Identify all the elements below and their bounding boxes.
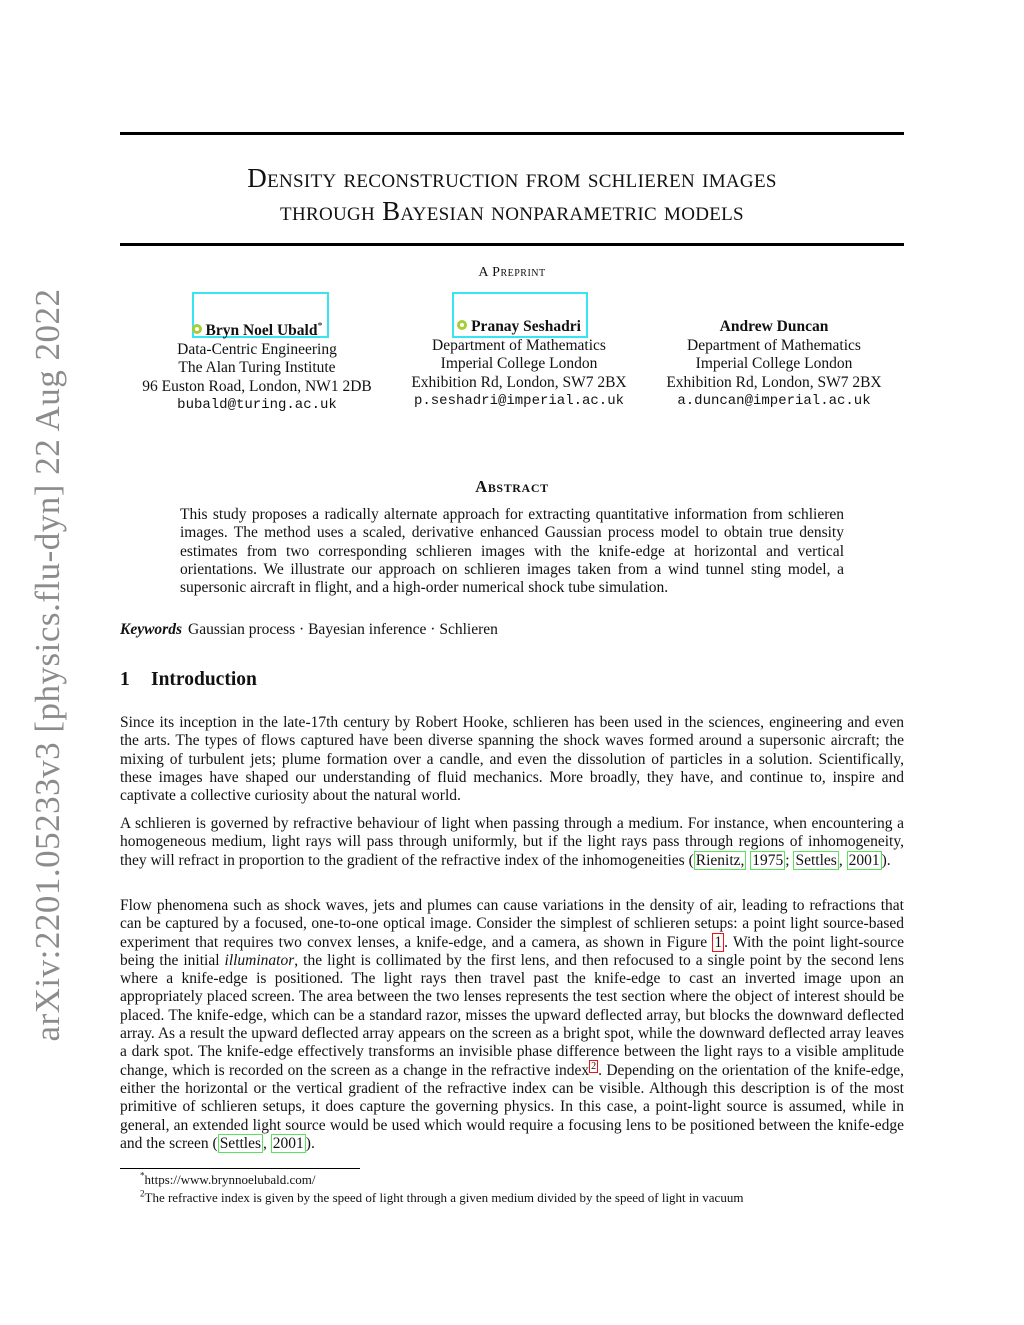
abstract-heading: Abstract (475, 477, 549, 496)
paper-title-line-1: Density reconstruction from schlieren images (247, 163, 777, 193)
paragraph-3 (120, 897, 904, 1153)
paragraph-text: . Depending on the orientation of the knife-edge, either the horizontal or the vertical gradient of the refractive index can be visible. Although this description is of the most primitive of schlieren setups, it does capture the governing physics. In this case, a point-light source is assumed, while in general, an extended light source would be used which would require a focusing lens to be positioned between the knife-edge and the screen ( (120, 1061, 904, 1152)
paragraph-text: , (838, 851, 847, 869)
paper-title-line-2: through Bayesian nonparametric models (280, 196, 744, 226)
title-bottom-rule (120, 243, 904, 246)
author-ubald (127, 318, 387, 415)
arxiv-sidebar-stamp: arXiv:2201.05233v3 [physics.flu-dyn] 22 Aug 2022 (28, 288, 67, 1042)
abstract-text: This study proposes a radically alternate approach for extracting quantitative information from schlieren images. The method uses a scaled, derivative enhanced Gaussian process model to obtain true density estimates from two corresponding schlieren images with the knife-edge at horizontal and vertical orientations. We illustrate our approach on schlieren images taken from a wind tunnel sting model, a supersonic aircraft in flight, and a high-order numerical shock tube simulation. (180, 506, 844, 597)
author-affiliation: Imperial College London (695, 355, 853, 372)
author-address: Exhibition Rd, London, SW7 2BX (411, 373, 627, 391)
section-title: Introduction (151, 669, 257, 690)
author-affiliation: Department of Mathematics (432, 336, 606, 354)
footnote-mark: 2 (140, 1188, 145, 1199)
paragraph-text: , (263, 1134, 271, 1152)
paragraph-text: A schlieren is governed by refractive behaviour of light when passing through a medium. For instance, when encountering a homogeneous medium, light rays will pass through uniformly, but if the light rays pass through regions of inhomogeneity, they will refract in proportion to the gradient of the refractive index of the inhomogeneities ( (120, 815, 904, 869)
author-name[interactable]: Bryn Noel Ubald (205, 322, 318, 340)
paragraph-text: Flow phenomena such as shock waves, jets and plumes can cause variations in the density of air, leading to refractions that can be captured by a focused, one-to-one optical image. Consider the simplest of schlieren setups: a point light source-based experiment that requires two convex lenses, a knife-edge, and a camera, as shown in Figure (120, 897, 904, 951)
author-address: Exhibition Rd, London, SW7 2BX (666, 373, 882, 391)
emphasis-illuminator: illuminator (224, 951, 295, 969)
keywords (120, 621, 904, 639)
citation-settles-year[interactable]: 2001 (272, 1134, 304, 1152)
author-affiliation: Department of Mathematics (687, 336, 861, 354)
footnote-1 (140, 1172, 904, 1188)
author-seshadri (389, 318, 649, 411)
paragraph-text: ). (881, 851, 891, 869)
author-email[interactable]: a.duncan@imperial.ac.uk (677, 393, 871, 409)
footnote-mark: * (140, 1170, 145, 1181)
author-address: 96 Euston Road, London, NW1 2DB (142, 377, 372, 395)
author-duncan (644, 318, 904, 411)
keywords-text: Gaussian process · Bayesian inference · Schlieren (188, 621, 498, 638)
section-number: 1 (120, 669, 130, 690)
paragraph-2 (120, 815, 904, 870)
citation-settles[interactable]: Settles (219, 1134, 262, 1152)
author-name[interactable]: Pranay Seshadri (471, 318, 581, 335)
paragraph-text: ; (785, 851, 794, 869)
orcid-icon[interactable] (457, 320, 467, 330)
preprint-label: A Preprint (478, 265, 546, 280)
citation-rienitz[interactable]: Rienitz, (695, 851, 745, 869)
author-affiliation: Data-Centric Engineering (177, 340, 337, 358)
paragraph-text: . With the point light-source being the initial (120, 933, 904, 969)
author-name: Andrew Duncan (719, 318, 829, 335)
paragraph-text: ). (305, 1134, 315, 1152)
paragraph-text: , the light is collimated by the first lens, and then refocused to a single point by the second lens where a knife-edge is positioned. The light rays then travel past the knife-edge to cast an inverted image upon an appropriately placed screen. The area between the two lenses represents the test section where the object of interest should be placed. The knife-edge, which can be a standard razor, misses the upward deflected array, but blocks the downward deflected array. As a result the upward deflected array appears on the screen as a bright spot, while the downward deflected array leaves a dark spot. The knife-edge effectively transforms an invisible phase difference between the light rays to a visible amplitude change, which is recorded on the screen as a change in the refractive index (120, 951, 904, 1079)
author-affiliation: The Alan Turing Institute (178, 359, 336, 377)
orcid-icon[interactable] (192, 324, 202, 334)
author-email[interactable]: bubald@turing.ac.uk (177, 397, 337, 414)
section-heading-introduction (120, 669, 257, 691)
footnote-text: The refractive index is given by the speed of light through a given medium divided by the speed of light in vacuum (144, 1190, 744, 1205)
footnote-reference[interactable]: 2 (591, 1060, 597, 1072)
title-top-rule (120, 132, 904, 135)
footnote-text[interactable]: https://www.brynnoelubald.com/ (144, 1172, 316, 1187)
figure-reference[interactable]: 1 (714, 933, 723, 951)
paragraph-1: Since its inception in the late-17th century by Robert Hooke, schlieren has been used in the sciences, engineering and even the arts. The types of flows captured have been diverse spanning the shock waves formed around a supersonic aircraft; the mixing of turbulent jets; plume formation over a candle, and even the dissolution of particles in a solution. Scientifically, these images have shaped our understanding of fluid mechanics. More broadly, they have, and continue to, inspire and captivate a collective curiosity about the natural world. (120, 714, 904, 805)
footnote-rule (120, 1168, 360, 1169)
author-affiliation: Imperial College London (440, 355, 598, 372)
footnote-2 (140, 1190, 904, 1206)
author-email[interactable]: p.seshadri@imperial.ac.uk (413, 393, 625, 409)
citation-rienitz-year[interactable]: 1975 (752, 851, 784, 869)
author-footnote-mark[interactable]: * (317, 321, 323, 332)
citation-settles[interactable]: Settles (795, 851, 837, 869)
keywords-label: Keywords (120, 621, 182, 638)
citation-settles-year[interactable]: 2001 (848, 851, 880, 869)
